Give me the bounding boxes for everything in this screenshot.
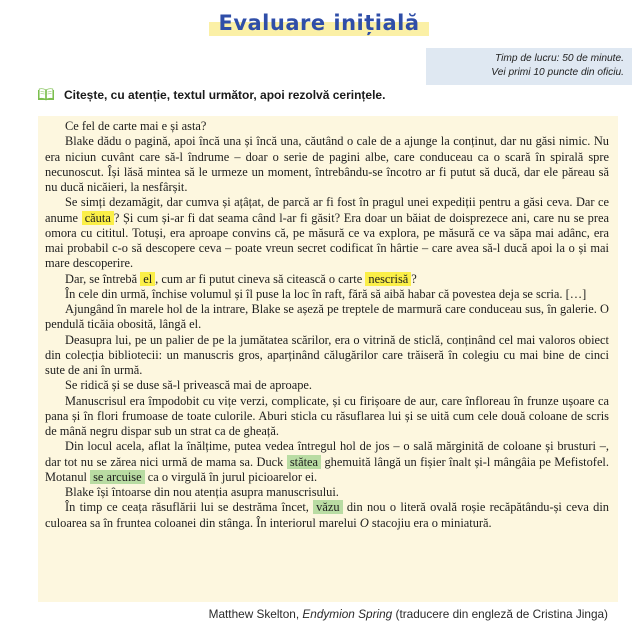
source-author: Matthew Skelton, [208,607,300,621]
highlight-el: el [140,272,155,286]
paragraph-9: Manuscrisul era împodobit cu vițe verzi, complicate, și cu firișoare de aur, care înfloreau în frunze ușoare ca pana și în flori frumoase de toate culorile. Aburi sticla cu răsuflarea lui și se uită cum cele două coloane de scris de mână negru dispar sub un strat ca de gheață. [45,393,609,438]
time-info-line-1: Timp de lucru: 50 de minute. [494,53,624,64]
open-book-icon [37,88,55,101]
page-title-text: Evaluare inițială [209,10,428,38]
source-citation [209,607,608,621]
time-info-line-2: Vei primi 10 puncte din oficiu. [491,67,624,78]
paragraph-1: Ce fel de carte mai e și asta? [65,119,207,133]
paragraph-8: Se ridică și se duse să-l privească mai de aproape. [65,378,313,393]
highlight-cauta: căuta [82,211,114,225]
source-book-title: Endymion Spring [302,607,393,621]
page-title [0,10,638,38]
paragraph-7: Deasupra lui, pe un palier de pe la jumătatea scărilor, era o vitrină de sticlă, conținând cel mai valoros obiect din colecția bibliotecii: un manuscris gros, aparținând călugărilor care trăiseră în colegiu cu mai bine de cinci sute de ani în urmă. [45,332,609,377]
highlight-vazu: văzu [313,500,342,514]
paragraph-3: Se simți dezamăgit, dar cumva și ațâțat, de parcă ar fi fost în pragul unei expediții pentru a găsi ceva. Dar ce anume căuta ? Și cum și-ar fi dat seama când l-ar fi găsit? Era doar un băiat de doisprezece ani, care nu se prea omora cu cititul. Totuși, era aproape convins că, pe măsură ce va explora, pe măsură ce va săpa mai adânc, era mai probabil c-o să descopere ceva – poate vreun secret codificat în hârtie – care avea să-l ducă apoi la o și mai mare descoperire. [45,195,609,271]
paragraph-11: Blake își întoarse din nou atenția asupra manuscrisului. [65,485,339,499]
highlight-nescrisa: nescrisă [365,272,411,286]
paragraph-10: Din locul acela, aflat la înălțime, putea vedea întregul hol de jos – o sală mărginită de coloane și brusturi –, dar tot nu se zărea nici urmă de mama sa. Duck stătea ghemuită lângă un fișier înalt și-l mângâia pe Mefistofel. Motanul se arcuise ca o virgulă în jurul picioarelor ei. [45,439,609,484]
paragraph-6: Ajungând în marele hol de la intrare, Blake se așeză pe treptele de marmură care conduceau sus, în galerie. O pendulă ticăia obosită, lângă el. [45,302,609,332]
paragraph-12: În timp ce ceața răsuflării lui se destrăma încet, văzu din nou o literă ovală roșie recăpătându-și ceva din culoarea sa în fruntea coloanei din stânga. În interiorul marelui O stacojiu era o miniatură. [45,500,609,530]
paragraph-4: Dar, se întrebă el , cum ar fi putut cineva să citească o carte nescrisă ? [65,271,417,286]
highlight-statea: stătea [287,455,321,469]
instruction-text: Citește, cu atenție, textul următor, apoi rezolvă cerințele. [64,88,386,102]
paragraph-2: Blake dădu o pagină, apoi încă una și încă una, căutând o cale de a ajunge la conținut, dar nu găsi nimic. Nu era niciun cuvânt care să-l îndrume – doar o serie de pagini albe, care conduceau ca o scară în spirală spre necunoscut. Își lăsă mintea să le urmeze un moment, întrebându-se încotro ar fi putut să ducă, dar ele păreau să nu ducă nicăieri, la nesfârșit. [45,134,609,194]
time-info-box [426,48,632,85]
highlight-se-arcuise: se arcuise [90,470,145,484]
paragraph-5: În cele din urmă, închise volumul și îl puse la loc în raft, fără să aibă habar că povestea deja se scria. […] [65,286,587,301]
source-translation-note: (traducere din engleză de Cristina Jinga) [395,607,608,621]
reading-text [45,119,609,531]
